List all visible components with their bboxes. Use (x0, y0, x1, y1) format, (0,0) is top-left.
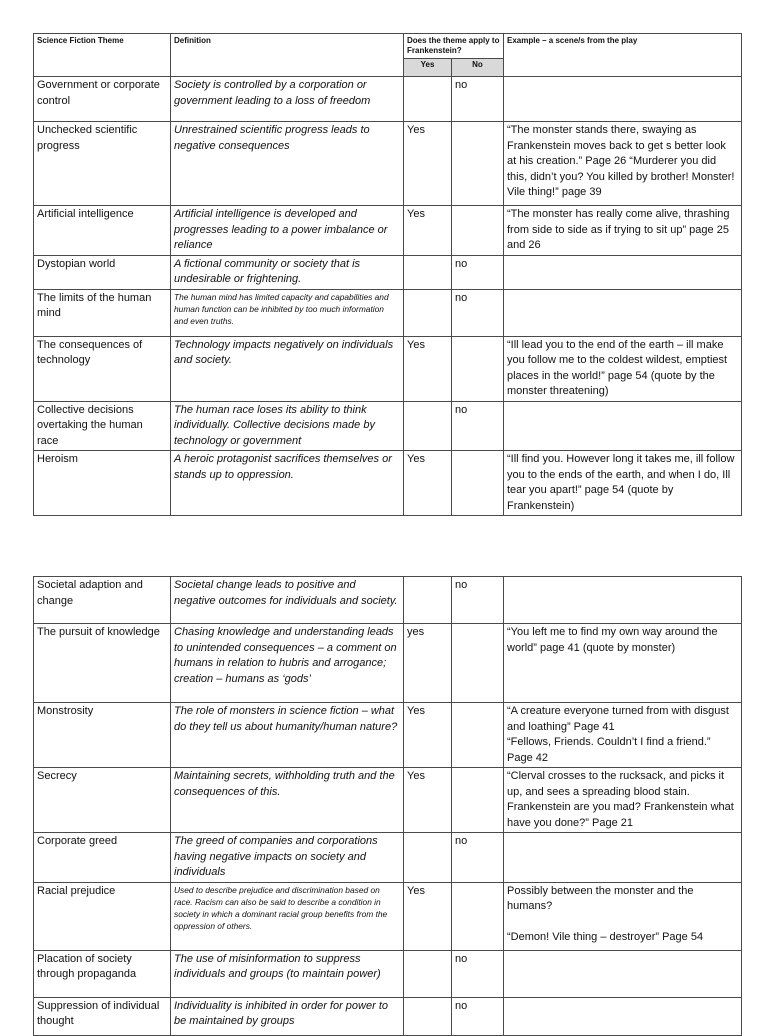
yes-cell (404, 255, 452, 289)
no-cell (452, 336, 504, 401)
definition-cell: Society is controlled by a corporation or government leading to a loss of freedom (171, 77, 404, 122)
example-cell: “The monster has really come alive, thrashing from side to side as if trying to sit up” page 25 and 26 (504, 206, 742, 256)
theme-cell: Heroism (34, 451, 171, 516)
example-cell (504, 577, 742, 624)
theme-cell: Artificial intelligence (34, 206, 171, 256)
table-row (34, 768, 742, 833)
table-row (34, 882, 742, 950)
theme-cell: Suppression of individual thought (34, 997, 171, 1035)
example-cell: “The monster stands there, swaying as Frankenstein moves back to get s better look at his creation.” Page 26 “Murderer you did this, didn’t you? You killed by brother! Monster! Vile thing!” page 39 (504, 122, 742, 206)
theme-cell: Monstrosity (34, 703, 171, 768)
table-row (34, 577, 742, 624)
table-row (34, 289, 742, 336)
yes-cell: Yes (404, 336, 452, 401)
no-cell (452, 451, 504, 516)
example-cell: “Ill find you. However long it takes me, ill follow you to the ends of the earth, and when I do, Ill tear you apart!” page 54 (quote by Frankenstein) (504, 451, 742, 516)
definition-cell: A fictional community or society that is undesirable or frightening. (171, 255, 404, 289)
theme-cell: The consequences of technology (34, 336, 171, 401)
example-cell: “Ill lead you to the end of the earth – ill make you follow me to the coldest wildest, emptiest places in the world!” page 54 (quote by the monster threatening) (504, 336, 742, 401)
no-cell: no (452, 950, 504, 997)
definition-cell: The use of misinformation to suppress individuals and groups (to maintain power) (171, 950, 404, 997)
no-cell: no (452, 997, 504, 1035)
example-cell (504, 833, 742, 883)
theme-cell: Corporate greed (34, 833, 171, 883)
table-row (34, 451, 742, 516)
no-cell (452, 768, 504, 833)
example-cell (504, 255, 742, 289)
table-row (34, 997, 742, 1035)
themes-table-2 (33, 576, 742, 1036)
no-cell (452, 122, 504, 206)
example-cell (504, 77, 742, 122)
no-cell (452, 206, 504, 256)
definition-cell: Maintaining secrets, withholding truth and the consequences of this. (171, 768, 404, 833)
yes-cell (404, 401, 452, 451)
table-row (34, 833, 742, 883)
example-cell: “A creature everyone turned from with disgust and loathing” Page 41 “Fellows, Friends. Couldn’t I find a friend.” Page 42 (504, 703, 742, 768)
definition-cell: Chasing knowledge and understanding leads to unintended consequences – a comment on humans in relation to hubris and arrogance; creation – humans as ‘gods’ (171, 624, 404, 703)
theme-cell: Secrecy (34, 768, 171, 833)
table-row (34, 206, 742, 256)
table-row (34, 77, 742, 122)
header-definition: Definition (171, 34, 404, 77)
header-theme: Science Fiction Theme (34, 34, 171, 77)
example-cell (504, 950, 742, 997)
themes-table-2-body (34, 577, 742, 1036)
table-row (34, 336, 742, 401)
definition-cell: Societal change leads to positive and negative outcomes for individuals and society. (171, 577, 404, 624)
yes-cell (404, 77, 452, 122)
theme-cell: The pursuit of knowledge (34, 624, 171, 703)
yes-cell: Yes (404, 882, 452, 950)
no-cell: no (452, 833, 504, 883)
table-row (34, 624, 742, 703)
yes-cell: Yes (404, 768, 452, 833)
yes-cell: yes (404, 624, 452, 703)
themes-table-1-body (34, 77, 742, 516)
yes-cell: Yes (404, 122, 452, 206)
no-cell (452, 703, 504, 768)
yes-cell (404, 289, 452, 336)
definition-cell: Used to describe prejudice and discrimination based on race. Racism can also be said to describe a condition in society in which a dominant racial group benefits from the oppression of others. (171, 882, 404, 950)
definition-cell: The role of monsters in science fiction – what do they tell us about humanity/human nature? (171, 703, 404, 768)
theme-cell: Societal adaption and change (34, 577, 171, 624)
no-cell (452, 882, 504, 950)
theme-cell: Dystopian world (34, 255, 171, 289)
theme-cell: Unchecked scientific progress (34, 122, 171, 206)
yes-cell (404, 950, 452, 997)
no-cell: no (452, 577, 504, 624)
yes-cell: Yes (404, 451, 452, 516)
yes-cell (404, 577, 452, 624)
definition-cell: Unrestrained scientific progress leads to negative consequences (171, 122, 404, 206)
definition-cell: Individuality is inhibited in order for power to be maintained by groups (171, 997, 404, 1035)
example-cell (504, 401, 742, 451)
theme-cell: Racial prejudice (34, 882, 171, 950)
table-row (34, 950, 742, 997)
no-cell: no (452, 77, 504, 122)
header-yes: Yes (404, 59, 452, 77)
no-cell: no (452, 401, 504, 451)
theme-cell: Government or corporate control (34, 77, 171, 122)
theme-cell: The limits of the human mind (34, 289, 171, 336)
example-cell: Possibly between the monster and the humans? “Demon! Vile thing – destroyer” Page 54 (504, 882, 742, 950)
themes-table-1 (33, 33, 742, 516)
definition-cell: The human race loses its ability to think individually. Collective decisions made by technology or government (171, 401, 404, 451)
no-cell: no (452, 289, 504, 336)
yes-cell: Yes (404, 206, 452, 256)
example-cell: “You left me to find my own way around the world” page 41 (quote by monster) (504, 624, 742, 703)
header-applies: Does the theme apply to Frankenstein? (404, 34, 504, 59)
yes-cell (404, 997, 452, 1035)
definition-cell: A heroic protagonist sacrifices themselves or stands up to oppression. (171, 451, 404, 516)
table-row (34, 703, 742, 768)
example-cell (504, 997, 742, 1035)
example-cell: “Clerval crosses to the rucksack, and picks it up, and sees a spreading blood stain. Frankenstein are you mad? Frankenstein what have you done?” Page 21 (504, 768, 742, 833)
yes-cell (404, 833, 452, 883)
table-row (34, 122, 742, 206)
example-cell (504, 289, 742, 336)
table-row (34, 401, 742, 451)
theme-cell: Collective decisions overtaking the human race (34, 401, 171, 451)
header-example: Example – a scene/s from the play (504, 34, 742, 77)
definition-cell: The greed of companies and corporations having negative impacts on society and individuals (171, 833, 404, 883)
theme-cell: Placation of society through propaganda (34, 950, 171, 997)
yes-cell: Yes (404, 703, 452, 768)
header-no: No (452, 59, 504, 77)
no-cell: no (452, 255, 504, 289)
no-cell (452, 624, 504, 703)
definition-cell: Artificial intelligence is developed and progresses leading to a power imbalance or reliance (171, 206, 404, 256)
table-row (34, 255, 742, 289)
definition-cell: The human mind has limited capacity and capabilities and human function can be inhibited by too much information and even truths. (171, 289, 404, 336)
definition-cell: Technology impacts negatively on individuals and society. (171, 336, 404, 401)
